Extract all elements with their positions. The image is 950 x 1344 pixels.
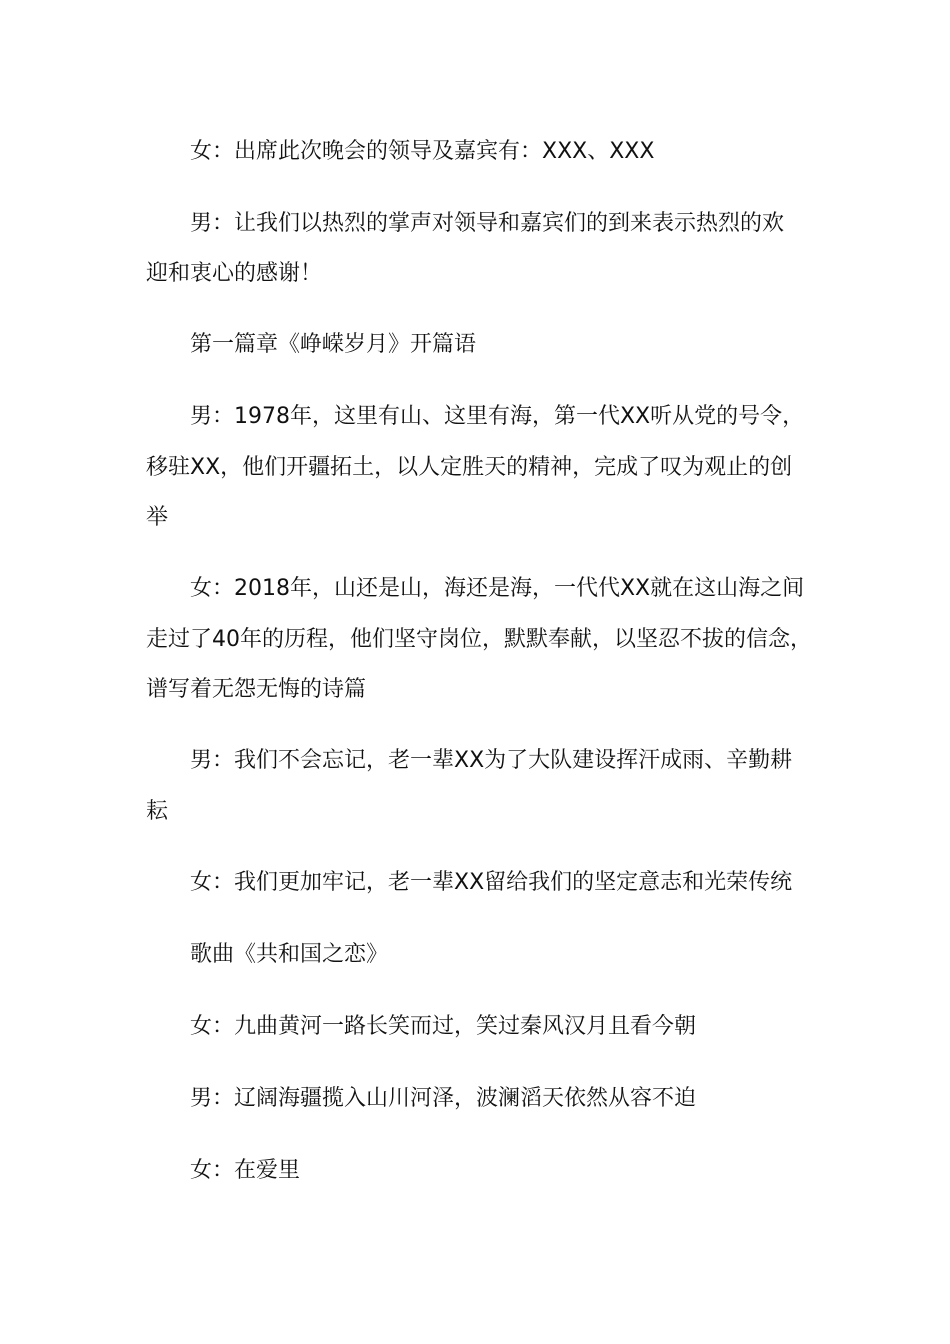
song-title: 歌曲《共和国之恋》 [190, 942, 389, 967]
text-line: 男：辽阔海疆揽入山川河泽，波澜滔天依然从容不迫 [190, 1086, 697, 1111]
text-line: 谱写着无怨无悔的诗篇 [146, 677, 367, 702]
text-line: 女：我们更加牢记，老一辈XX留给我们的坚定意志和光荣传统 [190, 870, 793, 895]
text-line: 女：出席此次晚会的领导及嘉宾有：XXX、XXX [190, 139, 655, 164]
text-line: 女：九曲黄河一路长笑而过，笑过秦风汉月且看今朝 [190, 1014, 697, 1039]
text-line: 男：我们不会忘记，老一辈XX为了大队建设挥汗成雨、辛勤耕 [190, 748, 793, 773]
text-line: 举 [146, 505, 169, 530]
section-heading: 第一篇章《峥嵘岁月》开篇语 [190, 332, 477, 357]
text-line: 女：在爱里 [190, 1158, 301, 1183]
text-line: 男：1978年，这里有山、这里有海，第一代XX听从党的号令， [190, 404, 805, 429]
text-line: 女：2018年，山还是山，海还是海，一代代XX就在这山海之间 [190, 576, 805, 601]
text-line: 迎和衷心的感谢！ [146, 261, 323, 286]
text-line: 耘 [146, 799, 169, 824]
text-line: 走过了40年的历程，他们坚守岗位，默默奉献，以坚忍不拔的信念， [146, 627, 812, 652]
text-line: 男：让我们以热烈的掌声对领导和嘉宾们的到来表示热烈的欢 [190, 211, 785, 236]
text-line: 移驻XX，他们开疆拓土，以人定胜天的精神，完成了叹为观止的创 [146, 455, 793, 480]
